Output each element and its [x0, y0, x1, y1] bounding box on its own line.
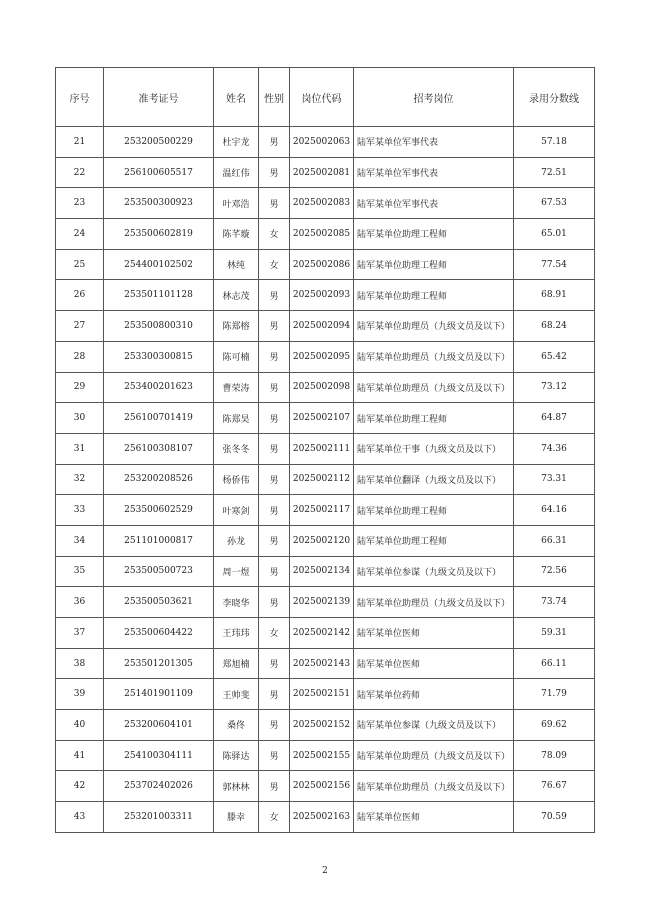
- table-row: [56, 679, 595, 710]
- candidate-name: 林志茂: [214, 280, 259, 311]
- score-line: 65.01: [514, 219, 595, 250]
- exam-id: 256100701419: [104, 403, 214, 434]
- table-row: [56, 464, 595, 495]
- post-title: 陆军某单位助理员（九级文员及以下）: [354, 311, 514, 342]
- row-index: 31: [56, 433, 104, 464]
- row-index: 42: [56, 771, 104, 802]
- candidate-name: 王帅斐: [214, 679, 259, 710]
- exam-id: 256100605517: [104, 157, 214, 188]
- score-line: 67.53: [514, 188, 595, 219]
- post-code: 2025002152: [290, 710, 354, 741]
- exam-id: 254400102502: [104, 249, 214, 280]
- table-row: [56, 648, 595, 679]
- candidate-name: 杜宇龙: [214, 127, 259, 158]
- table-row: [56, 802, 595, 833]
- post-title: 陆军某单位军事代表: [354, 157, 514, 188]
- score-line: 71.79: [514, 679, 595, 710]
- post-code: 2025002107: [290, 403, 354, 434]
- post-title: 陆军某单位军事代表: [354, 127, 514, 158]
- exam-id: 251101000817: [104, 525, 214, 556]
- post-title: 陆军某单位助理工程师: [354, 495, 514, 526]
- post-title: 陆军某单位助理工程师: [354, 403, 514, 434]
- post-title: 陆军某单位参谋（九级文员及以下）: [354, 556, 514, 587]
- exam-id: 253200500229: [104, 127, 214, 158]
- post-title: 陆军某单位助理工程师: [354, 525, 514, 556]
- post-title: 陆军某单位医师: [354, 648, 514, 679]
- gender: 男: [259, 464, 290, 495]
- gender: 女: [259, 249, 290, 280]
- gender: 女: [259, 802, 290, 833]
- exam-id: 254100304111: [104, 740, 214, 771]
- table-row: [56, 403, 595, 434]
- table-row: [56, 556, 595, 587]
- table-row: [56, 157, 595, 188]
- table-row: [56, 587, 595, 618]
- post-code: 2025002134: [290, 556, 354, 587]
- post-code: 2025002085: [290, 219, 354, 250]
- post-header: 招考岗位: [354, 68, 514, 127]
- gender: 女: [259, 618, 290, 649]
- score-line: 66.11: [514, 648, 595, 679]
- candidate-name: 李晓华: [214, 587, 259, 618]
- gender: 男: [259, 771, 290, 802]
- candidate-name: 陈可楠: [214, 341, 259, 372]
- row-index: 41: [56, 740, 104, 771]
- post-code: 2025002117: [290, 495, 354, 526]
- table-row: [56, 249, 595, 280]
- post-code: 2025002163: [290, 802, 354, 833]
- post-code: 2025002083: [290, 188, 354, 219]
- admission-score-table: [55, 67, 595, 833]
- exam-id: 253201003311: [104, 802, 214, 833]
- post-code: 2025002151: [290, 679, 354, 710]
- exam-id: 253500503621: [104, 587, 214, 618]
- gender: 男: [259, 280, 290, 311]
- score-line: 73.12: [514, 372, 595, 403]
- row-index: 25: [56, 249, 104, 280]
- row-index: 39: [56, 679, 104, 710]
- post-code-header: 岗位代码: [290, 68, 354, 127]
- post-code: 2025002098: [290, 372, 354, 403]
- row-index: 32: [56, 464, 104, 495]
- exam-id: 253500604422: [104, 618, 214, 649]
- post-title: 陆军某单位翻译（九级文员及以下）: [354, 464, 514, 495]
- candidate-name: 杨侨伟: [214, 464, 259, 495]
- table-row: [56, 740, 595, 771]
- score-line: 76.67: [514, 771, 595, 802]
- score-header: 录用分数线: [514, 68, 595, 127]
- table-row: [56, 433, 595, 464]
- gender: 男: [259, 525, 290, 556]
- post-code: 2025002155: [290, 740, 354, 771]
- gender: 男: [259, 157, 290, 188]
- post-title: 陆军某单位助理员（九级文员及以下）: [354, 341, 514, 372]
- gender: 男: [259, 311, 290, 342]
- exam-id: 253500800310: [104, 311, 214, 342]
- exam-id: 253501101128: [104, 280, 214, 311]
- score-line: 73.74: [514, 587, 595, 618]
- post-code: 2025002086: [290, 249, 354, 280]
- post-title: 陆军某单位医师: [354, 802, 514, 833]
- post-title: 陆军某单位参谋（九级文员及以下）: [354, 710, 514, 741]
- post-title: 陆军某单位助理工程师: [354, 280, 514, 311]
- table-row: [56, 372, 595, 403]
- gender: 男: [259, 710, 290, 741]
- table-row: [56, 771, 595, 802]
- exam-id: 253500500723: [104, 556, 214, 587]
- table-row: [56, 525, 595, 556]
- name-header: 姓名: [214, 68, 259, 127]
- exam-id: 253400201623: [104, 372, 214, 403]
- gender: 男: [259, 341, 290, 372]
- candidate-name: 陈郑昊: [214, 403, 259, 434]
- post-title: 陆军某单位医师: [354, 618, 514, 649]
- candidate-name: 陈驿达: [214, 740, 259, 771]
- candidate-name: 陈芊璇: [214, 219, 259, 250]
- score-line: 72.56: [514, 556, 595, 587]
- gender: 男: [259, 587, 290, 618]
- row-index: 26: [56, 280, 104, 311]
- gender: 男: [259, 648, 290, 679]
- table-header-row: [56, 68, 595, 127]
- row-index: 33: [56, 495, 104, 526]
- post-title: 陆军某单位助理员（九级文员及以下）: [354, 740, 514, 771]
- row-index: 36: [56, 587, 104, 618]
- score-line: 77.54: [514, 249, 595, 280]
- exam-id: 253500300923: [104, 188, 214, 219]
- score-line: 73.31: [514, 464, 595, 495]
- post-title: 陆军某单位助理员（九级文员及以下）: [354, 771, 514, 802]
- row-index: 21: [56, 127, 104, 158]
- post-title: 陆军某单位干事（九级文员及以下）: [354, 433, 514, 464]
- exam-id-header: 准考证号: [104, 68, 214, 127]
- post-code: 2025002094: [290, 311, 354, 342]
- gender: 男: [259, 679, 290, 710]
- gender: 男: [259, 433, 290, 464]
- table-row: [56, 219, 595, 250]
- gender: 男: [259, 127, 290, 158]
- post-title: 陆军某单位军事代表: [354, 188, 514, 219]
- row-index: 35: [56, 556, 104, 587]
- score-line: 64.87: [514, 403, 595, 434]
- post-code: 2025002156: [290, 771, 354, 802]
- row-index: 29: [56, 372, 104, 403]
- post-code: 2025002139: [290, 587, 354, 618]
- exam-id: 256100308107: [104, 433, 214, 464]
- score-line: 66.31: [514, 525, 595, 556]
- gender: 男: [259, 372, 290, 403]
- gender-header: 性别: [259, 68, 290, 127]
- row-index: 24: [56, 219, 104, 250]
- table-row: [56, 127, 595, 158]
- post-title: 陆军某单位助理员（九级文员及以下）: [354, 372, 514, 403]
- candidate-name: 林纯: [214, 249, 259, 280]
- row-index: 30: [56, 403, 104, 434]
- post-code: 2025002112: [290, 464, 354, 495]
- table-row: [56, 280, 595, 311]
- row-index: 34: [56, 525, 104, 556]
- table-body: [56, 127, 595, 833]
- post-code: 2025002063: [290, 127, 354, 158]
- page-number: 2: [322, 866, 328, 876]
- table-row: [56, 495, 595, 526]
- gender: 男: [259, 188, 290, 219]
- exam-id: 251401901109: [104, 679, 214, 710]
- row-index: 40: [56, 710, 104, 741]
- score-line: 69.62: [514, 710, 595, 741]
- score-line: 68.24: [514, 311, 595, 342]
- gender: 男: [259, 495, 290, 526]
- exam-id: 253200208526: [104, 464, 214, 495]
- score-line: 57.18: [514, 127, 595, 158]
- candidate-name: 王玮玮: [214, 618, 259, 649]
- table-row: [56, 188, 595, 219]
- post-title: 陆军某单位助理员（九级文员及以下）: [354, 587, 514, 618]
- row-index: 23: [56, 188, 104, 219]
- post-code: 2025002093: [290, 280, 354, 311]
- table-row: [56, 311, 595, 342]
- candidate-name: 温红伟: [214, 157, 259, 188]
- post-title: 陆军某单位药师: [354, 679, 514, 710]
- candidate-name: 孙龙: [214, 525, 259, 556]
- candidate-name: 叶寒剑: [214, 495, 259, 526]
- candidate-name: 郑旭楠: [214, 648, 259, 679]
- candidate-name: 桑佟: [214, 710, 259, 741]
- gender: 男: [259, 403, 290, 434]
- candidate-name: 叶邓浩: [214, 188, 259, 219]
- candidate-name: 陈郑榕: [214, 311, 259, 342]
- score-line: 78.09: [514, 740, 595, 771]
- post-code: 2025002095: [290, 341, 354, 372]
- table-row: [56, 710, 595, 741]
- table-row: [56, 341, 595, 372]
- exam-id: 253500602529: [104, 495, 214, 526]
- score-line: 74.36: [514, 433, 595, 464]
- row-index: 38: [56, 648, 104, 679]
- row-index: 27: [56, 311, 104, 342]
- score-line: 72.51: [514, 157, 595, 188]
- score-line: 65.42: [514, 341, 595, 372]
- score-line: 64.16: [514, 495, 595, 526]
- candidate-name: 曹荣涛: [214, 372, 259, 403]
- post-code: 2025002142: [290, 618, 354, 649]
- candidate-name: 周一煜: [214, 556, 259, 587]
- row-index: 43: [56, 802, 104, 833]
- index-header: 序号: [56, 68, 104, 127]
- candidate-name: 郭林林: [214, 771, 259, 802]
- post-code: 2025002143: [290, 648, 354, 679]
- row-index: 28: [56, 341, 104, 372]
- post-code: 2025002081: [290, 157, 354, 188]
- exam-id: 253702402026: [104, 771, 214, 802]
- score-line: 59.31: [514, 618, 595, 649]
- row-index: 37: [56, 618, 104, 649]
- score-line: 68.91: [514, 280, 595, 311]
- post-title: 陆军某单位助理工程师: [354, 249, 514, 280]
- exam-id: 253300300815: [104, 341, 214, 372]
- post-title: 陆军某单位助理工程师: [354, 219, 514, 250]
- row-index: 22: [56, 157, 104, 188]
- candidate-name: 张冬冬: [214, 433, 259, 464]
- exam-id: 253200604101: [104, 710, 214, 741]
- gender: 女: [259, 219, 290, 250]
- exam-id: 253500602819: [104, 219, 214, 250]
- exam-id: 253501201305: [104, 648, 214, 679]
- candidate-name: 滕幸: [214, 802, 259, 833]
- post-code: 2025002120: [290, 525, 354, 556]
- table-row: [56, 618, 595, 649]
- gender: 男: [259, 740, 290, 771]
- score-line: 70.59: [514, 802, 595, 833]
- post-code: 2025002111: [290, 433, 354, 464]
- gender: 男: [259, 556, 290, 587]
